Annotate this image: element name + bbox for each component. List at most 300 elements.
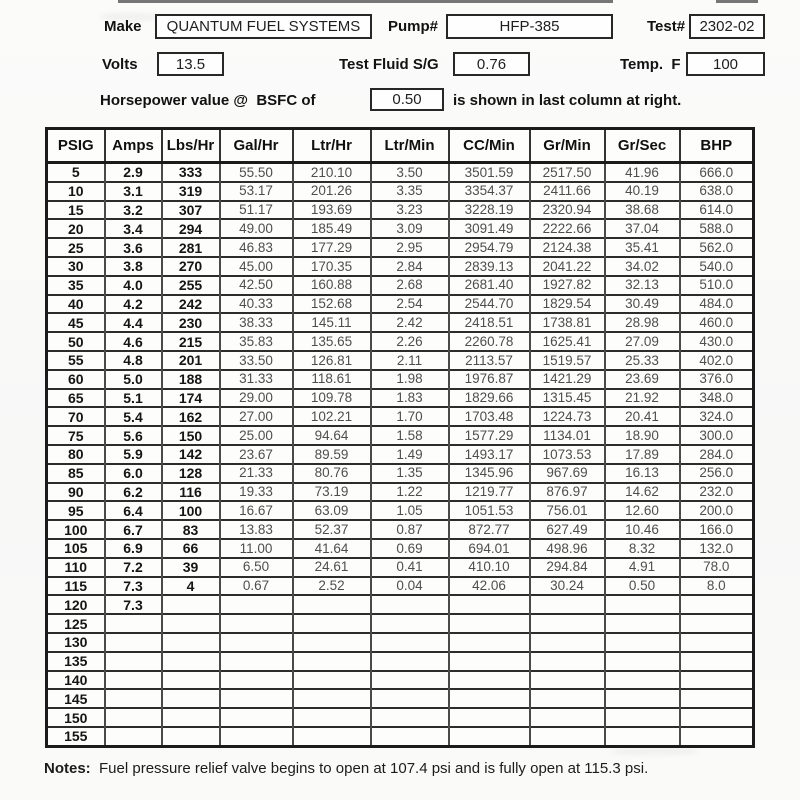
table-cell [162, 727, 220, 746]
table-cell [293, 708, 371, 727]
table-cell: 27.00 [220, 407, 293, 426]
table-cell: 130 [47, 633, 105, 652]
table-row-psig-90 [47, 483, 754, 502]
table-cell: 3.4 [105, 219, 162, 238]
table-cell [220, 652, 293, 671]
table-cell: 109.78 [293, 389, 371, 408]
table-cell: 37.04 [605, 219, 680, 238]
table-cell: 7.3 [105, 577, 162, 596]
table-cell: 588.0 [680, 219, 754, 238]
table-cell: 100 [162, 501, 220, 520]
table-cell: 510.0 [680, 276, 754, 295]
table-cell: 2.9 [105, 163, 162, 182]
table-cell: 1345.96 [449, 464, 530, 483]
table-cell: 28.98 [605, 313, 680, 332]
table-cell [605, 727, 680, 746]
table-cell: 1.35 [371, 464, 449, 483]
table-cell: 20.41 [605, 407, 680, 426]
table-cell: 49.00 [220, 219, 293, 238]
column-header-lbs-hr: Lbs/Hr [162, 129, 220, 163]
table-cell [293, 595, 371, 614]
table-cell: 498.96 [530, 539, 605, 558]
table-cell: 52.37 [293, 520, 371, 539]
table-cell: 8.32 [605, 539, 680, 558]
table-cell [530, 652, 605, 671]
table-cell: 7.2 [105, 558, 162, 577]
table-row-psig-5 [47, 163, 754, 182]
table-cell: 270 [162, 257, 220, 276]
table-row-psig-75 [47, 426, 754, 445]
table-row-psig-135 [47, 652, 754, 671]
table-cell [162, 595, 220, 614]
table-cell: 95 [47, 501, 105, 520]
table-row-psig-85 [47, 464, 754, 483]
scan-artifact [612, 748, 697, 755]
column-header-amps: Amps [105, 129, 162, 163]
table-cell: 85 [47, 464, 105, 483]
table-cell: 756.01 [530, 501, 605, 520]
table-cell: 2124.38 [530, 238, 605, 257]
table-cell [105, 633, 162, 652]
table-cell: 160.88 [293, 276, 371, 295]
table-cell: 41.96 [605, 163, 680, 182]
table-cell: 132.0 [680, 539, 754, 558]
table-cell: 135 [47, 652, 105, 671]
table-cell [293, 652, 371, 671]
table-cell: 1.22 [371, 483, 449, 502]
table-cell: 2544.70 [449, 295, 530, 314]
table-cell [162, 671, 220, 690]
table-cell: 2517.50 [530, 163, 605, 182]
table-cell: 3228.19 [449, 201, 530, 220]
table-cell: 105 [47, 539, 105, 558]
table-cell: 89.59 [293, 445, 371, 464]
table-cell: 5 [47, 163, 105, 182]
table-cell: 35.83 [220, 332, 293, 351]
table-cell: 3.8 [105, 257, 162, 276]
table-cell [680, 595, 754, 614]
test-fluid-sg-field: 0.76 [453, 52, 530, 76]
table-cell [680, 727, 754, 746]
test-data-table [45, 127, 755, 748]
table-cell: 242 [162, 295, 220, 314]
table-cell: 46.83 [220, 238, 293, 257]
table-cell: 2.42 [371, 313, 449, 332]
table-cell: 42.50 [220, 276, 293, 295]
table-cell [449, 727, 530, 746]
temp-label: Temp. F [620, 56, 681, 73]
table-cell: 1829.66 [449, 389, 530, 408]
table-cell [449, 671, 530, 690]
table-cell: 0.41 [371, 558, 449, 577]
table-cell: 3091.49 [449, 219, 530, 238]
table-cell: 2.95 [371, 238, 449, 257]
table-cell: 4.4 [105, 313, 162, 332]
table-cell: 30.24 [530, 577, 605, 596]
table-cell: 300.0 [680, 426, 754, 445]
table-cell: 40.33 [220, 295, 293, 314]
table-cell: 3.50 [371, 163, 449, 182]
make-label: Make [104, 18, 142, 35]
table-cell [605, 595, 680, 614]
table-cell [530, 689, 605, 708]
table-cell: 100 [47, 520, 105, 539]
table-cell: 150 [162, 426, 220, 445]
table-cell: 2260.78 [449, 332, 530, 351]
table-row-psig-110 [47, 558, 754, 577]
table-cell: 215 [162, 332, 220, 351]
table-row-psig-50 [47, 332, 754, 351]
table-cell [530, 671, 605, 690]
column-header-ltr-hr: Ltr/Hr [293, 129, 371, 163]
horsepower-suffix-label: is shown in last column at right. [453, 92, 682, 109]
table-cell: 2.84 [371, 257, 449, 276]
column-header-gr-sec: Gr/Sec [605, 129, 680, 163]
table-cell: 2681.40 [449, 276, 530, 295]
table-cell: 230 [162, 313, 220, 332]
table-cell: 166.0 [680, 520, 754, 539]
table-cell: 162 [162, 407, 220, 426]
table-cell: 376.0 [680, 370, 754, 389]
table-cell [371, 689, 449, 708]
table-cell: 1493.17 [449, 445, 530, 464]
table-cell: 0.87 [371, 520, 449, 539]
table-cell: 83 [162, 520, 220, 539]
table-cell: 125 [47, 614, 105, 633]
table-cell [371, 652, 449, 671]
table-cell [162, 614, 220, 633]
column-header-psig: PSIG [47, 129, 105, 163]
column-header-ltr-min: Ltr/Min [371, 129, 449, 163]
table-cell [105, 652, 162, 671]
table-cell: 35 [47, 276, 105, 295]
table-cell: 4.8 [105, 351, 162, 370]
table-cell: 10 [47, 182, 105, 201]
table-cell: 2320.94 [530, 201, 605, 220]
table-row-psig-35 [47, 276, 754, 295]
table-cell: 63.09 [293, 501, 371, 520]
table-cell: 140 [47, 671, 105, 690]
table-cell: 78.0 [680, 558, 754, 577]
table-cell: 13.83 [220, 520, 293, 539]
table-cell [371, 727, 449, 746]
table-cell: 19.33 [220, 483, 293, 502]
table-cell [162, 652, 220, 671]
table-cell [293, 633, 371, 652]
table-cell: 0.69 [371, 539, 449, 558]
table-cell [293, 727, 371, 746]
table-cell: 0.04 [371, 577, 449, 596]
table-cell: 23.69 [605, 370, 680, 389]
column-header-gal-hr: Gal/Hr [220, 129, 293, 163]
table-cell [220, 671, 293, 690]
table-cell: 201 [162, 351, 220, 370]
table-cell: 1073.53 [530, 445, 605, 464]
table-row-psig-15 [47, 201, 754, 220]
table-cell: 872.77 [449, 520, 530, 539]
test-number-label: Test# [647, 18, 686, 35]
table-cell [680, 652, 754, 671]
table-cell: 348.0 [680, 389, 754, 408]
test-number-field: 2302-02 [689, 14, 765, 39]
table-cell: 1219.77 [449, 483, 530, 502]
table-row-psig-140 [47, 671, 754, 690]
table-cell: 53.17 [220, 182, 293, 201]
table-cell [105, 671, 162, 690]
table-cell: 145 [47, 689, 105, 708]
table-cell [371, 633, 449, 652]
table-cell: 5.0 [105, 370, 162, 389]
table-cell: 55.50 [220, 163, 293, 182]
table-cell: 3.35 [371, 182, 449, 201]
table-row-psig-65 [47, 389, 754, 408]
table-cell: 460.0 [680, 313, 754, 332]
table-cell: 627.49 [530, 520, 605, 539]
table-cell: 319 [162, 182, 220, 201]
horsepower-bsfc-label: Horsepower value @ BSFC of [100, 92, 316, 109]
table-row-psig-25 [47, 238, 754, 257]
table-cell: 51.17 [220, 201, 293, 220]
table-cell: 1.05 [371, 501, 449, 520]
table-cell [680, 633, 754, 652]
table-cell: 5.6 [105, 426, 162, 445]
table-cell: 24.61 [293, 558, 371, 577]
table-cell: 2954.79 [449, 238, 530, 257]
table-cell: 60 [47, 370, 105, 389]
table-cell: 4 [162, 577, 220, 596]
table-cell: 876.97 [530, 483, 605, 502]
table-cell: 30 [47, 257, 105, 276]
table-cell: 33.50 [220, 351, 293, 370]
notes-text: Fuel pressure relief valve begins to open at 107.4 psi and is fully open at 115.3 psi. [99, 760, 649, 777]
table-cell: 15 [47, 201, 105, 220]
table-cell: 3501.59 [449, 163, 530, 182]
table-cell [220, 708, 293, 727]
table-cell: 2.11 [371, 351, 449, 370]
table-cell: 80.76 [293, 464, 371, 483]
table-cell: 281 [162, 238, 220, 257]
table-cell: 1.70 [371, 407, 449, 426]
notes-label: Notes: [44, 760, 91, 777]
table-cell: 294 [162, 219, 220, 238]
table-cell: 3.6 [105, 238, 162, 257]
table-cell: 6.0 [105, 464, 162, 483]
table-cell: 307 [162, 201, 220, 220]
table-cell: 6.4 [105, 501, 162, 520]
table-row-psig-70 [47, 407, 754, 426]
pump-number-label: Pump# [388, 18, 439, 35]
table-cell: 1421.29 [530, 370, 605, 389]
table-cell: 410.10 [449, 558, 530, 577]
column-header-gr-min: Gr/Min [530, 129, 605, 163]
table-cell: 31.33 [220, 370, 293, 389]
notes [44, 760, 648, 777]
table-cell: 232.0 [680, 483, 754, 502]
table-cell: 1927.82 [530, 276, 605, 295]
table-cell [371, 595, 449, 614]
table-cell: 324.0 [680, 407, 754, 426]
table-cell [680, 689, 754, 708]
table-cell [105, 708, 162, 727]
table-row-psig-30 [47, 257, 754, 276]
table-cell: 638.0 [680, 182, 754, 201]
table-cell: 30.49 [605, 295, 680, 314]
table-cell [680, 671, 754, 690]
table-cell: 1976.87 [449, 370, 530, 389]
table-cell: 188 [162, 370, 220, 389]
table-row-psig-95 [47, 501, 754, 520]
table-row-psig-40 [47, 295, 754, 314]
table-cell: 1315.45 [530, 389, 605, 408]
table-cell: 55 [47, 351, 105, 370]
table-cell [680, 614, 754, 633]
table-cell: 540.0 [680, 257, 754, 276]
table-cell: 1519.57 [530, 351, 605, 370]
table-cell: 3.09 [371, 219, 449, 238]
table-cell: 5.1 [105, 389, 162, 408]
table-cell: 135.65 [293, 332, 371, 351]
table-cell [162, 633, 220, 652]
table-cell: 3.23 [371, 201, 449, 220]
table-cell: 73.19 [293, 483, 371, 502]
table-cell: 115 [47, 577, 105, 596]
table-cell: 34.02 [605, 257, 680, 276]
table-cell: 256.0 [680, 464, 754, 483]
table-row-psig-105 [47, 539, 754, 558]
column-header-bhp: BHP [680, 129, 754, 163]
table-cell [449, 652, 530, 671]
table-row-psig-125 [47, 614, 754, 633]
table-cell: 25 [47, 238, 105, 257]
table-row-psig-145 [47, 689, 754, 708]
table-cell [530, 708, 605, 727]
table-cell: 142 [162, 445, 220, 464]
table-cell: 152.68 [293, 295, 371, 314]
table-row-psig-155 [47, 727, 754, 746]
table-cell: 94.64 [293, 426, 371, 445]
table-cell: 294.84 [530, 558, 605, 577]
table-cell: 6.7 [105, 520, 162, 539]
table-header-row [47, 129, 754, 163]
table-row-psig-100 [47, 520, 754, 539]
table-cell: 2411.66 [530, 182, 605, 201]
table-cell: 116 [162, 483, 220, 502]
table-cell [605, 633, 680, 652]
table-cell [105, 689, 162, 708]
table-cell: 27.09 [605, 332, 680, 351]
table-cell [162, 708, 220, 727]
table-cell: 1625.41 [530, 332, 605, 351]
table-cell: 2839.13 [449, 257, 530, 276]
table-cell [449, 595, 530, 614]
table-cell [530, 727, 605, 746]
table-cell: 333 [162, 163, 220, 182]
table-cell [293, 689, 371, 708]
table-cell: 2.26 [371, 332, 449, 351]
table-cell: 1829.54 [530, 295, 605, 314]
table-cell: 10.46 [605, 520, 680, 539]
table-cell [449, 708, 530, 727]
table-cell: 120 [47, 595, 105, 614]
table-cell: 39 [162, 558, 220, 577]
table-cell: 65 [47, 389, 105, 408]
table-cell: 2418.51 [449, 313, 530, 332]
table-cell [449, 689, 530, 708]
table-cell: 1.83 [371, 389, 449, 408]
table-cell [220, 614, 293, 633]
table-cell: 126.81 [293, 351, 371, 370]
test-fluid-sg-label: Test Fluid S/G [339, 56, 439, 73]
table-cell: 29.00 [220, 389, 293, 408]
table-cell [371, 614, 449, 633]
volts-label: Volts [102, 56, 138, 73]
table-cell: 200.0 [680, 501, 754, 520]
table-cell [605, 671, 680, 690]
table-cell: 110 [47, 558, 105, 577]
table-cell [293, 671, 371, 690]
table-cell [162, 689, 220, 708]
table-cell: 128 [162, 464, 220, 483]
table-row-psig-60 [47, 370, 754, 389]
bsfc-field: 0.50 [370, 88, 444, 111]
table-cell: 1.58 [371, 426, 449, 445]
table-cell [680, 708, 754, 727]
table-cell: 25.33 [605, 351, 680, 370]
table-row-psig-115 [47, 577, 754, 596]
table-cell: 1.98 [371, 370, 449, 389]
table-cell: 38.33 [220, 313, 293, 332]
table-cell: 42.06 [449, 577, 530, 596]
table-cell: 2222.66 [530, 219, 605, 238]
table-cell: 402.0 [680, 351, 754, 370]
table-cell [530, 633, 605, 652]
table-cell: 35.41 [605, 238, 680, 257]
table-cell [105, 614, 162, 633]
table-cell: 6.9 [105, 539, 162, 558]
table-cell: 150 [47, 708, 105, 727]
table-row-psig-120 [47, 595, 754, 614]
table-cell: 177.29 [293, 238, 371, 257]
table-cell: 1703.48 [449, 407, 530, 426]
table-cell: 155 [47, 727, 105, 746]
table-cell: 4.91 [605, 558, 680, 577]
table-cell: 2.68 [371, 276, 449, 295]
table-cell: 967.69 [530, 464, 605, 483]
table-cell [605, 689, 680, 708]
table-cell: 666.0 [680, 163, 754, 182]
table-cell: 5.4 [105, 407, 162, 426]
table-cell [605, 652, 680, 671]
table-cell: 40 [47, 295, 105, 314]
table-cell: 90 [47, 483, 105, 502]
table-cell [220, 727, 293, 746]
table-cell [530, 595, 605, 614]
table-cell: 2041.22 [530, 257, 605, 276]
table-cell: 21.33 [220, 464, 293, 483]
table-cell [371, 671, 449, 690]
table-cell: 45.00 [220, 257, 293, 276]
table-row-psig-150 [47, 708, 754, 727]
table-cell: 41.64 [293, 539, 371, 558]
table-cell: 75 [47, 426, 105, 445]
table-cell: 3354.37 [449, 182, 530, 201]
table-cell [371, 708, 449, 727]
table-cell: 50 [47, 332, 105, 351]
table-cell: 25.00 [220, 426, 293, 445]
table-cell: 201.26 [293, 182, 371, 201]
table-cell: 430.0 [680, 332, 754, 351]
column-header-cc-min: CC/Min [449, 129, 530, 163]
